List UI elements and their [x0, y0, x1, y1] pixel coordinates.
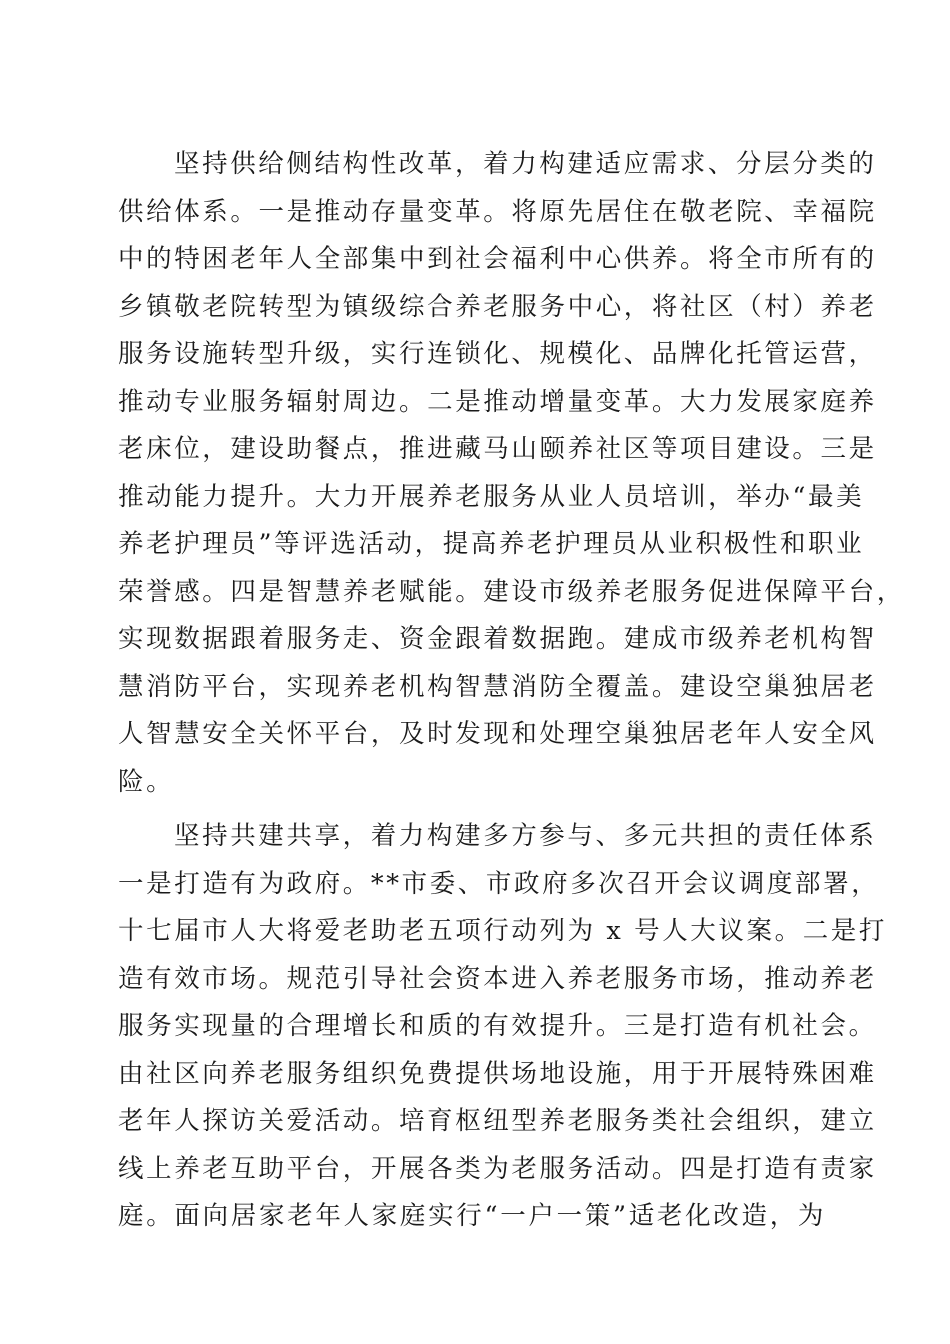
text-line: 供给体系。一是推动存量变革。将原先居住在敬老院、幸福院	[118, 196, 877, 227]
text-line: 慧消防平台，实现养老机构智慧消防全覆盖。建设空巢独居老	[118, 671, 877, 702]
text-line: 由社区向养老服务组织免费提供场地设施，用于开展特殊困难	[118, 1058, 877, 1089]
text-line: 荣誉感。四是智慧养老赋能。建设市级养老服务促进保障平台，	[118, 576, 905, 607]
text-line: 线上养老互助平台，开展各类为老服务活动。四是打造有责家	[118, 1153, 877, 1184]
text-line: 老床位，建设助餐点，推进藏马山颐养社区等项目建设。三是	[118, 434, 877, 464]
text-line: 养老护理员”等评选活动，提高养老护理员从业积极性和职业	[118, 529, 865, 559]
text-line: 中的特困老年人全部集中到社会福利中心供养。将全市所有的	[118, 244, 877, 274]
text-line: 实现数据跟着服务走、资金跟着数据跑。建成市级养老机构智	[118, 624, 877, 654]
text-line: 服务设施转型升级，实行连锁化、规模化、品牌化托管运营，	[118, 339, 877, 369]
text-line: 老年人探访关爱活动。培育枢纽型养老服务类社会组织，建立	[118, 1106, 877, 1136]
paragraph-responsibility-system	[118, 813, 887, 1241]
text-line: 服务实现量的合理增长和质的有效提升。三是打造有机社会。	[118, 1011, 877, 1041]
text-line: 推动能力提升。大力开展养老服务从业人员培训，举办“最美	[118, 481, 865, 512]
text-line: 十七届市人大将爱老助老五项行动列为 x 号人大议案。二是打	[118, 916, 887, 946]
text-line: 人智慧安全关怀平台，及时发现和处理空巢独居老年人安全风	[118, 719, 877, 749]
text-line: 坚持共建共享，着力构建多方参与、多元共担的责任体系	[174, 821, 877, 851]
paragraph-supply-system	[118, 141, 905, 806]
text-line: 坚持供给侧结构性改革，着力构建适应需求、分层分类的	[174, 149, 877, 179]
text-line: 险。	[118, 766, 175, 797]
text-line: 推动专业服务辐射周边。二是推动增量变革。大力发展家庭养	[118, 386, 877, 417]
text-line: 一是打造有为政府。**市委、市政府多次召开会议调度部署，	[118, 868, 880, 899]
text-line: 造有效市场。规范引导社会资本进入养老服务市场，推动养老	[118, 963, 877, 994]
text-line: 庭。面向居家老年人家庭实行“一户一策”适老化改造，为	[118, 1201, 826, 1231]
text-line: 乡镇敬老院转型为镇级综合养老服务中心，将社区（村）养老	[118, 291, 877, 322]
document-body	[118, 141, 905, 1241]
